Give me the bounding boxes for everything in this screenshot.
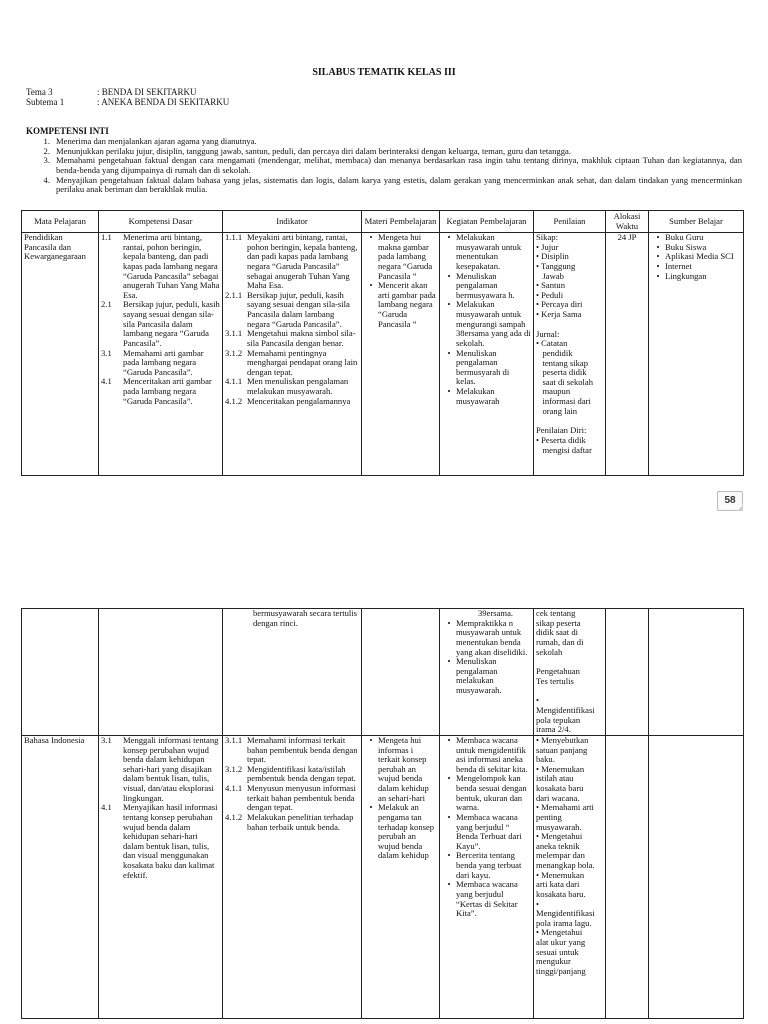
ki-item — [26, 156, 742, 175]
bullet-icon: • — [447, 656, 451, 667]
sumber-cell — [649, 609, 744, 736]
text-line: pendidik — [536, 347, 573, 358]
text-line: kosakata baru — [536, 783, 584, 793]
bullet-item — [442, 349, 531, 388]
text-line: • Santun — [536, 280, 566, 291]
column-header: Mata Pelajaran — [22, 211, 99, 233]
meta-row-subtema — [26, 97, 229, 107]
mapel-cell: Pendidikan Pancasila dan Kewarganegaraan — [22, 233, 99, 476]
page-number-badge — [717, 491, 743, 511]
bullet-icon: • — [447, 811, 451, 822]
text-line: mengukur — [536, 956, 571, 967]
item-text: Men menuliskan pengalaman melakukan musyawarah. — [247, 376, 349, 396]
bullet-item — [442, 657, 531, 696]
bullet-item — [364, 736, 437, 803]
item-number: 4.1.2 — [225, 395, 243, 406]
numbered-item — [225, 784, 359, 813]
text-line: • — [536, 695, 540, 706]
text-line: sikap peserta — [536, 617, 581, 628]
text-line: irama 2/4. — [536, 724, 571, 735]
text-line: Penilaian Diri: — [536, 425, 587, 436]
numbered-item — [101, 349, 220, 378]
ki-text: Menyajikan pengetahuan faktual dalam bahasa yang jelas, sistematis dan logis, dalam karya yang estetis, dalam gerakan yang mencerminkan anak sehat, dan dalam tindakan yang mencerminkan perilaku anak beriman dan berakhlak mulia. — [56, 174, 742, 195]
syllabus-table-1 — [21, 210, 744, 476]
text-line: tentang sikap — [536, 357, 589, 368]
text-line: • Menyebutkan — [536, 735, 589, 745]
text-line: orang lain — [536, 405, 578, 416]
bullet-item — [442, 272, 531, 301]
item-number: 4.1.1 — [225, 376, 243, 387]
indikator-cell — [223, 233, 362, 476]
numbered-item — [225, 765, 359, 784]
ki-heading: KOMPETENSI INTI — [26, 126, 109, 136]
kd-cell — [99, 609, 223, 736]
text-line: penting — [536, 811, 562, 822]
bullet-text: Mencerit akan arti gambar pada lambang negara “Garuda Pancasila ” — [378, 280, 436, 329]
meta-row-tema — [26, 87, 229, 97]
text-line: didik saat di — [536, 627, 579, 638]
item-number: 1.1 — [101, 232, 112, 242]
table-header-row — [22, 211, 744, 233]
bullet-text: Mengeta hui makna gambar pada lambang negara “Garuda Pancasila ” — [378, 232, 433, 281]
bullet-item — [442, 880, 531, 919]
kd-cell — [99, 233, 223, 476]
table-row-continuation — [22, 609, 744, 736]
bullet-icon: • — [369, 232, 373, 242]
text-line: • Mengetahui — [536, 927, 583, 938]
ki-number: 2. — [43, 145, 50, 156]
bullet-text: Mengelompok kan benda sesuai dengan bentuk, ukuran dan warna. — [456, 773, 527, 813]
kegiatan-cell — [440, 735, 534, 1018]
numbered-item — [225, 329, 359, 348]
text-line: baku. — [536, 754, 555, 765]
text-line: Tes tertulis — [536, 675, 574, 686]
text-line: aneka teknik — [536, 840, 580, 851]
text-line: Jurnal: — [536, 328, 560, 339]
sumber-cell — [649, 233, 744, 476]
meta-value: : ANEKA BENDA DI SEKITARKU — [97, 97, 230, 108]
column-header: Alokasi Waktu — [606, 211, 649, 233]
bullet-item — [442, 736, 531, 775]
text-line: satuan panjang — [536, 744, 588, 755]
text-line: • Menemukan — [536, 763, 585, 774]
materi-cell — [362, 735, 440, 1018]
item-text: Memahami pentingnya menghargai pendapat orang lain dengan tepat. — [247, 347, 358, 377]
ki-text: Memahami pengetahuan faktual dengan cara mengamati (mendengar, melihat, membaca) dan menanya berdasarkan rasa ingin tahu tentang dirinya, makhluk ciptaan Tuhan dan kegiatannya, dan benda-benda yang dijumpainya di rumah dan di sekolah. — [56, 155, 742, 175]
text-line: Jawab — [536, 270, 564, 281]
item-text: Melakukan penelitian terhadap bahan terbaik untuk benda. — [247, 811, 354, 832]
page-gap — [0, 520, 768, 540]
numbered-item — [225, 813, 359, 832]
bullet-icon: • — [447, 617, 451, 628]
bullet-item — [442, 300, 531, 348]
materi-cell — [362, 609, 440, 736]
bullet-item — [651, 272, 741, 282]
bullet-icon: • — [656, 260, 660, 271]
bullet-item — [364, 233, 437, 281]
text-line: • Peserta didik — [536, 434, 586, 445]
text-line: arti kata dari — [536, 879, 580, 890]
text-line: • Peduli — [536, 289, 564, 300]
bullet-text: Mempraktikka n musyawarah untuk menentukan benda yang akan diselidiki. — [456, 617, 528, 657]
bullet-item — [364, 803, 437, 861]
text-line: Pengetahuan — [536, 666, 580, 677]
indikator-cell — [223, 609, 362, 736]
text-line: Mengidentifikasi — [536, 908, 595, 919]
meta-value: : BENDA DI SEKITARKU — [97, 87, 197, 97]
text-line: • Memahami arti — [536, 802, 594, 813]
text-line: cek tentang — [536, 608, 576, 618]
kegiatan-cell — [440, 233, 534, 476]
alokasi-cell: 24 JP — [606, 233, 649, 476]
page-number: 58 — [724, 495, 736, 506]
numbered-item — [101, 803, 220, 880]
item-number: 3.1 — [101, 735, 112, 745]
bullet-text: Menuliskan pengalaman bermusyawara h. — [456, 270, 515, 300]
numbered-item — [101, 300, 220, 348]
bullet-icon: • — [656, 251, 660, 262]
text-line: melempar dan — [536, 850, 585, 861]
page-2 — [0, 540, 768, 1024]
numbered-item — [101, 233, 220, 300]
ki-text: Menunjukkan perilaku jujur, disiplin, tanggung jawab, santun, peduli, dan percaya diri dalam berinteraksi dengan keluarga, teman, guru dan tetangga. — [56, 145, 571, 156]
text-line: saat di sekolah — [536, 376, 594, 387]
column-header: Sumber Belajar — [649, 211, 744, 233]
item-text: Menceritakan pengalamannya — [247, 395, 351, 406]
bullet-text: Aplikasi Media SCI — [665, 251, 734, 262]
item-text: Meyakini arti bintang, rantai, pohon beringin, kepala banteng, dan padi kapas pada lambang negara “Garuda Pancasila” sebagai anugerah Tuhan Yang Maha Esa. — [247, 232, 358, 291]
bullet-icon: • — [447, 386, 451, 396]
page-curl-icon — [737, 505, 743, 511]
item-text: Menyusun menyusun informasi terkait bahan pembentuk benda dengan tepat. — [247, 783, 356, 813]
text-line: peserta didik — [536, 367, 587, 378]
bullet-item — [442, 233, 531, 272]
numbered-item — [225, 397, 359, 407]
text-line: • Tanggung — [536, 260, 576, 271]
bullet-icon: • — [447, 735, 451, 745]
bullet-text: Bercerita tentang benda yang terbuat dari kayu. — [456, 850, 522, 880]
document-title: SILABUS TEMATIK KELAS III — [312, 67, 456, 78]
kegiatan-cell — [440, 609, 534, 736]
text-line: sekolah — [536, 646, 563, 657]
text-line: rumah, dan di — [536, 636, 584, 647]
item-text: Mengetahui makna simbol sila-sila Pancasila dengan benar. — [247, 328, 356, 348]
bullet-text: Melakukan musyawarah — [456, 386, 500, 406]
column-header: Kegiatan Pembelajaran — [440, 211, 534, 233]
bullet-text: Lingkungan — [665, 270, 707, 281]
item-text: Mengidentifikasi kata/istilah pembentuk benda dengan tepat. — [247, 763, 356, 784]
text-line: menangkap bola. — [536, 860, 595, 870]
text-line: pola tepukan — [536, 714, 581, 725]
text-line: alat ukur yang — [536, 937, 586, 947]
bullet-icon: • — [369, 280, 373, 291]
text-line — [536, 686, 603, 696]
item-number: 2.1 — [101, 299, 112, 310]
column-header: Penilaian — [534, 211, 606, 233]
text-line: dari wacana. — [536, 792, 580, 803]
meta-key: Subtema 1 — [26, 97, 65, 108]
syllabus-table-2 — [21, 608, 744, 1019]
item-text: Menceritakan arti gambar pada lambang negara “Garuda Pancasila”. — [123, 376, 212, 406]
alokasi-cell — [606, 735, 649, 1018]
ki-list — [26, 137, 742, 195]
text-line: mengisi daftar — [536, 444, 592, 455]
bullet-icon: • — [447, 850, 451, 861]
bullet-text: Mengeta hui informas i terkait konsep perubah an wujud benda dalam kehidup an sehari-hari — [378, 735, 429, 803]
item-number: 3.1.2 — [225, 347, 243, 358]
item-text: Memahami arti gambar pada lambang negara “Garuda Pancasila”. — [123, 347, 204, 377]
indikator-cell — [223, 735, 362, 1018]
numbered-item — [101, 736, 220, 803]
table-row — [22, 233, 744, 476]
bullet-text: Buku Siswa — [665, 241, 707, 252]
bullet-icon: • — [656, 241, 660, 252]
kegiatan-cont: 39ersama. — [478, 608, 514, 618]
item-number: 3.1 — [101, 347, 112, 358]
item-number: 2.1.1 — [225, 289, 243, 300]
text-line: • Menemukan — [536, 869, 585, 880]
bullet-icon: • — [656, 232, 660, 242]
text-line: istilah atau — [536, 773, 574, 784]
item-text: Bersikap jujur, peduli, kasih sayang sesuai dengan sila-sila Pancasila dalam lambang negara “Garuda Pancasila”. — [247, 289, 350, 329]
text-line: • Percaya diri — [536, 299, 583, 310]
text-line: • — [536, 898, 540, 909]
item-text: Memahami informasi terkait bahan pembentuk benda dengan tepat. — [247, 735, 358, 765]
item-text: Bersikap jujur, peduli, kasih sayang sesuai dengan sila-sila Pancasila dalam lambang negara “Garuda Pancasila”. — [123, 299, 220, 348]
item-number: 3.1.2 — [225, 763, 243, 774]
bullet-icon: • — [447, 232, 451, 242]
text-line: • Jujur — [536, 241, 559, 252]
text-line: maupun — [536, 386, 571, 397]
bullet-text: Membaca wacana untuk mengidentifik asi informasi aneka benda di sekitar kita. — [456, 735, 528, 774]
ki-item — [26, 176, 742, 195]
column-header: Indikator — [223, 211, 362, 233]
meta-key: Tema 3 — [26, 87, 53, 97]
item-number: 3.1.1 — [225, 735, 243, 745]
ki-number: 3. — [43, 155, 50, 166]
bullet-item — [442, 387, 531, 406]
item-number: 1.1.1 — [225, 232, 243, 242]
bullet-text: Internet — [665, 260, 692, 271]
item-text: Menyajikan hasil informasi tentang konsep perubahan wujud benda dalam kehidupan sehari-hari dalam bentuk lisan, tulis, dan visual menggunakan kosakata baku dan kalimat efektif. — [123, 802, 218, 880]
numbered-item — [225, 736, 359, 765]
bullet-icon: • — [369, 802, 373, 813]
sumber-cell — [649, 735, 744, 1018]
ki-number: 1. — [43, 136, 50, 146]
item-number: 3.1.1 — [225, 328, 243, 339]
item-number: 4.1.2 — [225, 811, 243, 822]
bullet-item — [442, 813, 531, 852]
bullet-text: Buku Guru — [665, 232, 704, 242]
bullet-text: Melakukan musyawarah untuk menentukan kesepakatan. — [456, 232, 522, 271]
bullet-icon: • — [447, 773, 451, 784]
item-number: 4.1 — [101, 376, 112, 387]
table-row — [22, 735, 744, 1018]
bullet-icon: • — [369, 735, 373, 745]
numbered-item — [225, 349, 359, 378]
text-line: tinggi/panjang — [536, 965, 586, 976]
alokasi-cell — [606, 609, 649, 736]
item-text: Menggali informasi tentang konsep perubahan wujud benda dalam kehidupan sehari-hari yang disajikan dalam bentuk lisan, tulis, visual, dan/atau eksplorasi lingkungan. — [123, 735, 219, 803]
penilaian-cell — [534, 609, 606, 736]
text-line: Sikap: — [536, 232, 558, 242]
bullet-text: Membaca wacana yang berjudul “Kertas di Sekitar Kita”. — [456, 879, 518, 919]
bullet-text: Menuliskan pengalaman melakukan musyawarah. — [456, 656, 502, 695]
text-line: pola irama lagu. — [536, 917, 592, 928]
numbered-item — [101, 377, 220, 406]
text-line: informasi dari — [536, 396, 591, 406]
mapel-cell: Bahasa Indonesia — [22, 735, 99, 1018]
ki-number: 4. — [43, 174, 50, 185]
bullet-item — [364, 281, 437, 329]
materi-cell — [362, 233, 440, 476]
penilaian-cell — [534, 735, 606, 1018]
column-header: Materi Pembelajaran — [362, 211, 440, 233]
numbered-item — [225, 291, 359, 330]
text-line: musyawarah. — [536, 821, 582, 832]
ki-text: Menerima dan menjalankan ajaran agama yang dianutnya. — [56, 136, 257, 146]
indikator-cont: bermusyawarah secara tertulis dengan rinci. — [253, 608, 358, 628]
text-line: • Mengetahui — [536, 831, 583, 842]
bullet-item — [442, 851, 531, 880]
theme-meta — [26, 87, 229, 107]
bullet-icon: • — [447, 879, 451, 890]
kd-cell — [99, 735, 223, 1018]
bullet-text: Melakuk an pengama tan terhadap konsep perubah an wujud benda dalam kehidup — [378, 802, 435, 861]
penilaian-cell — [534, 233, 606, 476]
text-line: Mengidentifikasi — [536, 705, 595, 715]
bullet-icon: • — [447, 299, 451, 310]
bullet-item — [442, 774, 531, 813]
bullet-text: Melakukan musyawarah untuk mengurangi sampah 38ersama yang ada di sekolah. — [456, 299, 531, 348]
bullet-icon: • — [447, 270, 451, 281]
text-line: • Catatan — [536, 338, 568, 349]
bullet-icon: • — [447, 347, 451, 358]
item-number: 4.1 — [101, 802, 112, 813]
text-line: kosakata baru. — [536, 888, 586, 899]
item-text: Menerima arti bintang, rantai, pohon beringin, kepala banteng, dan padi kapas pada lambang negara “Garuda Pancasila” sebagai anugerah Tuhan Yang Maha Esa. — [123, 232, 220, 300]
text-line: • Disiplin — [536, 251, 569, 262]
column-header: Kompetensi Dasar — [99, 211, 223, 233]
bullet-text: Menuliskan pengalaman bermusyarah di kelas. — [456, 347, 510, 387]
item-number: 4.1.1 — [225, 783, 243, 793]
text-line: sesuai untuk — [536, 946, 579, 957]
mapel-cell — [22, 609, 99, 736]
bullet-text: Membaca wacana yang berjudul “ Benda Terbuat dari Kayu”. — [456, 811, 522, 851]
bullet-item — [442, 619, 531, 658]
numbered-item — [225, 377, 359, 396]
text-line: • Kerja Sama — [536, 309, 582, 319]
numbered-item — [225, 233, 359, 291]
bullet-icon: • — [656, 270, 660, 281]
